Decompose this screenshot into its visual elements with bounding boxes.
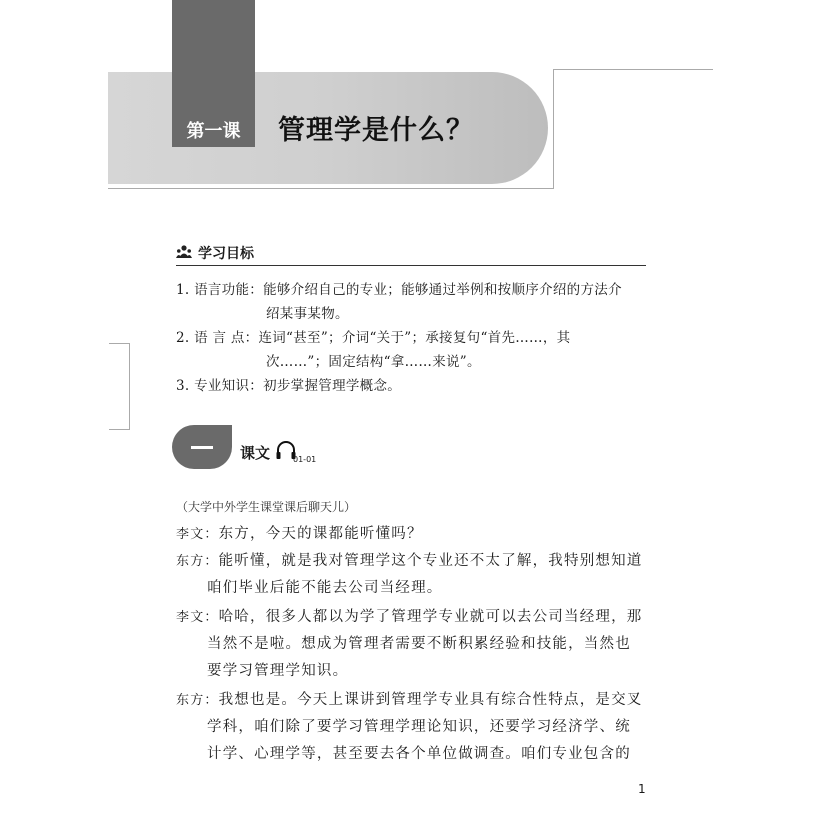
frame-line-top	[553, 69, 713, 70]
dialogue-line	[176, 688, 643, 709]
speaker-name: 李文：	[176, 527, 219, 542]
objective-line: 2. 语 言 点：连词“甚至”；介词“关于”；承接复句“首先……，其	[176, 330, 571, 346]
audio-track-code: 01-01	[293, 455, 317, 464]
dialogue-text: 学科，咱们除了要学习管理学理论知识，还要学习经济学、统	[207, 719, 631, 735]
dialogue-text: 哈哈，很多人都以为学了管理学专业就可以去公司当经理，那	[218, 609, 643, 625]
dialogue-text: 我想也是。今天上课讲到管理学专业具有综合性特点，是交叉	[218, 692, 643, 708]
objective-line: 绍某事某物。	[266, 306, 349, 322]
dialogue-text: 要学习管理学知识。	[207, 663, 349, 679]
speaker-name: 李文：	[176, 610, 219, 625]
dialogue-text: 咱们毕业后能不能去公司当经理。	[207, 580, 443, 596]
objective-line: 1. 语言功能：能够介绍自己的专业；能够通过举例和按顺序介绍的方法介	[176, 282, 622, 298]
scene-note: （大学中外学生课堂课后聊天儿）	[176, 500, 357, 514]
dialogue-text: 东方，今天的课都能听懂吗？	[218, 526, 423, 542]
lesson-number: 第一课	[186, 121, 241, 142]
section-title: 课文	[240, 444, 271, 462]
section-number-badge	[172, 425, 232, 469]
section-number-glyph	[191, 446, 213, 449]
dialogue-text: 计学、心理学等，甚至要去各个单位做调查。咱们专业包含的	[207, 746, 631, 762]
dialogue-text: 当然不是啦。想成为管理者需要不断积累经验和技能，当然也	[207, 636, 631, 652]
frame-line-bottom	[108, 188, 554, 189]
frame-line-vertical	[553, 69, 554, 189]
dialogue-line	[176, 605, 643, 626]
speaker-name: 东方：	[176, 693, 219, 708]
objectives-title: 学习目标	[198, 246, 254, 262]
margin-bracket	[109, 343, 130, 430]
dialogue-line	[176, 522, 423, 543]
lesson-title: 管理学是什么？	[278, 115, 474, 146]
objective-line: 3. 专业知识：初步掌握管理学概念。	[176, 378, 402, 394]
objective-line: 次……”；固定结构“拿……来说”。	[266, 354, 481, 370]
dialogue-line	[176, 549, 643, 570]
page-number: 1	[638, 782, 646, 796]
speaker-name: 东方：	[176, 554, 219, 569]
objectives-heading	[176, 243, 254, 263]
dialogue-text: 能听懂，就是我对管理学这个专业还不太了解，我特别想知道	[218, 553, 643, 569]
objectives-rule	[176, 265, 646, 266]
students-icon	[176, 244, 192, 263]
